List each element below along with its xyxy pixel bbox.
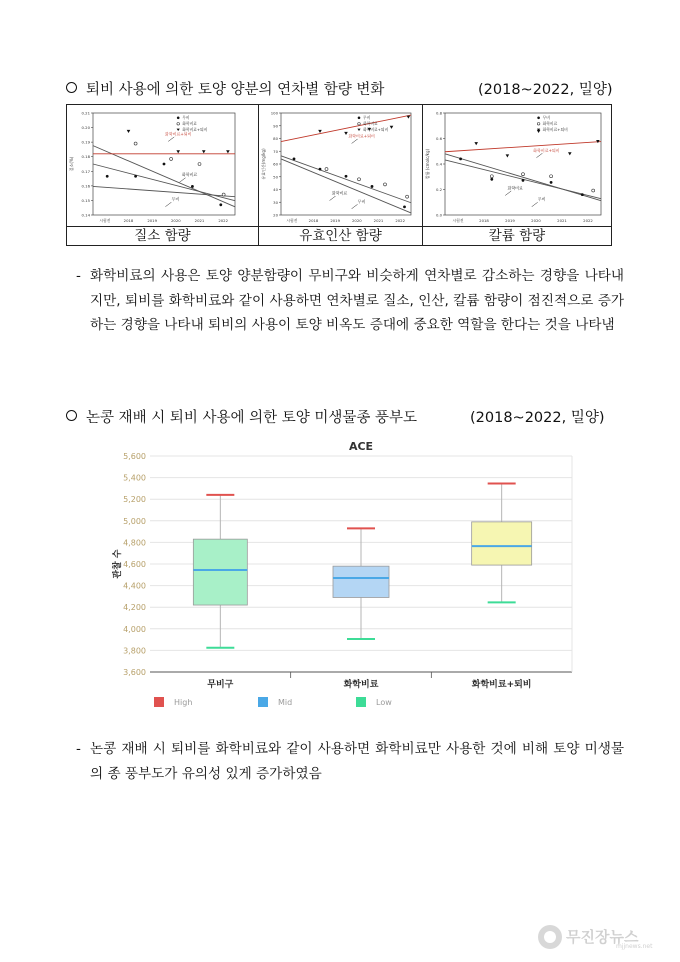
- annotation-label: 화학비료: [331, 190, 348, 196]
- y-tick-label: 5,200: [123, 495, 146, 505]
- data-point-none: [163, 163, 166, 166]
- x-category-label: 무비구: [207, 680, 234, 690]
- legend-label: 무비: [542, 115, 550, 120]
- watermark-logo-icon: [538, 925, 562, 949]
- data-point-chemical: [134, 142, 137, 145]
- data-point-compost: [176, 150, 180, 153]
- legend-mid-label: Mid: [278, 698, 293, 707]
- data-point-compost: [127, 130, 131, 133]
- y-tick-label: 70: [273, 148, 278, 154]
- y-tick-label: 0.17: [81, 168, 90, 174]
- data-point-none: [134, 175, 137, 178]
- phosphate-chart: [259, 105, 422, 225]
- data-point-compost: [407, 116, 411, 119]
- data-point-chemical: [198, 163, 201, 166]
- x-tick-label: 2018: [308, 218, 319, 223]
- y-axis-label: 관찰 수: [113, 549, 123, 579]
- data-point-chemical: [358, 178, 361, 181]
- nitrogen-panel: [67, 105, 259, 245]
- legend-label: 화학비료: [182, 121, 197, 126]
- data-point-chemical: [490, 175, 493, 178]
- nutrient-figure: [66, 104, 612, 246]
- paragraph1-text: 화학비료의 사용은 토양 양분함량이 무비구와 비슷하게 연차별로 감소하는 경향을 나타내지만, 퇴비를 화학비료와 같이 사용하면 연차별로 질소, 인산, 칼륨 함량이 점진적으로 증가하는 경향을 나타내 퇴비의 사용이 토양 비옥도 증대에 중요한 역할을 한다는 것을 나타냄: [90, 268, 624, 333]
- legend-marker: [537, 123, 540, 126]
- data-point-chemical: [325, 168, 328, 171]
- phosphate-panel: [259, 105, 423, 245]
- legend-mid: [258, 697, 292, 707]
- x-tick-label: 2021: [557, 218, 567, 223]
- annotation-label: 화학비료: [507, 185, 523, 191]
- annotation-label: 무비: [171, 196, 180, 202]
- section2-note: (2018~2022, 밀양): [470, 410, 605, 426]
- x-tick-label: 시험전: [452, 218, 464, 223]
- trend-line: [445, 142, 601, 152]
- x-tick-label: 2022: [583, 218, 593, 223]
- data-point-none: [403, 205, 406, 208]
- y-tick-label: 0.4: [435, 161, 442, 167]
- annotation-label: 무비: [537, 196, 546, 202]
- phosphate-caption: 유효인산 함량: [259, 226, 422, 246]
- y-tick-label: 90: [273, 123, 278, 129]
- data-point-chemical: [550, 175, 553, 178]
- legend-marker: [357, 129, 360, 131]
- data-point-compost: [474, 142, 478, 145]
- data-point-compost: [344, 132, 348, 135]
- x-tick-label: 2021: [373, 218, 384, 223]
- legend-label: 무비: [182, 115, 190, 120]
- chart-title: ACE: [348, 440, 374, 453]
- data-point-none: [293, 158, 296, 161]
- y-tick-label: 30: [273, 199, 278, 205]
- annotation-label: 화학비료+퇴비: [348, 133, 375, 139]
- y-tick-label: 0.19: [81, 139, 90, 145]
- paragraph2: [76, 737, 624, 786]
- annotation-label: 화학비료: [181, 172, 198, 178]
- dash-bullet: -: [76, 268, 81, 284]
- legend-label: 화학비료+퇴비: [363, 127, 389, 132]
- potassium-caption: 칼륨 함량: [423, 226, 611, 246]
- y-tick-label: 5,400: [123, 473, 146, 483]
- circle-bullet-icon: [66, 82, 77, 93]
- trend-line: [281, 156, 411, 203]
- y-tick-label: 0.15: [81, 197, 90, 203]
- legend-mid-swatch: [258, 697, 268, 707]
- y-tick-label: 5,600: [123, 452, 146, 461]
- y-tick-label: 0.0: [435, 212, 442, 218]
- legend-high: [154, 697, 192, 707]
- trend-line: [93, 146, 235, 207]
- data-point-none: [345, 175, 348, 178]
- legend-label: 무비: [363, 115, 371, 120]
- section1-title-text: 퇴비 사용에 의한 토양 양분의 연차별 함량 변화: [86, 82, 385, 98]
- legend-low-swatch: [356, 697, 366, 707]
- dash-bullet: -: [76, 741, 81, 757]
- ace-boxplot: [112, 438, 582, 694]
- annotation-label: 무비: [357, 198, 366, 204]
- circle-bullet-icon: [66, 410, 77, 421]
- data-point-compost: [390, 126, 394, 129]
- y-tick-label: 100: [270, 110, 278, 116]
- legend-high-swatch: [154, 697, 164, 707]
- data-point-none: [490, 178, 493, 181]
- legend-low-label: Low: [376, 698, 392, 707]
- legend-label: 화학비료+퇴비: [542, 127, 568, 132]
- y-tick-label: 40: [273, 187, 278, 192]
- y-tick-label: 0.8: [435, 110, 442, 116]
- annotation-arrow: [180, 178, 186, 183]
- x-tick-label: 2019: [505, 218, 515, 223]
- annotation-label: 화학비료+퇴비: [164, 131, 192, 137]
- y-axis-label: 질소(%): [69, 156, 74, 172]
- data-point-none: [522, 179, 525, 182]
- y-tick-label: 50: [273, 174, 278, 180]
- y-tick-label: 4,000: [123, 624, 146, 634]
- potassium-panel: [423, 105, 611, 245]
- y-tick-label: 0.16: [81, 183, 90, 189]
- data-point-none: [191, 185, 194, 188]
- y-tick-label: 80: [273, 136, 278, 141]
- legend-marker: [537, 117, 540, 120]
- data-point-none: [319, 168, 322, 171]
- data-point-chemical: [592, 189, 595, 192]
- y-tick-label: 0.14: [81, 212, 90, 218]
- x-tick-label: 2019: [330, 218, 341, 223]
- legend-marker: [358, 123, 361, 126]
- section2-title: [66, 406, 605, 427]
- data-point-chemical: [222, 193, 225, 196]
- data-point-none: [219, 203, 222, 206]
- x-tick-label: 2021: [194, 218, 205, 223]
- legend-marker: [177, 117, 180, 120]
- x-tick-label: 시험전: [286, 218, 298, 223]
- y-tick-label: 3,600: [123, 668, 146, 677]
- data-point-compost: [506, 154, 510, 157]
- data-point-compost: [318, 130, 322, 133]
- legend-label: 화학비료+퇴비: [182, 127, 208, 132]
- legend-marker: [177, 123, 180, 126]
- box-iqr: [193, 539, 247, 605]
- annotation-arrow: [168, 137, 174, 142]
- y-tick-label: 60: [273, 161, 278, 167]
- annotation-arrow: [352, 204, 358, 209]
- x-tick-label: 2018: [479, 218, 489, 223]
- data-point-chemical: [406, 195, 409, 198]
- annotation-label: 화학비료+퇴비: [533, 147, 560, 153]
- x-tick-label: 2022: [218, 218, 229, 223]
- y-tick-label: 0.2: [435, 187, 442, 192]
- y-tick-label: 4,800: [123, 538, 146, 548]
- data-point-compost: [568, 152, 572, 155]
- legend-low: [356, 697, 392, 707]
- trend-line: [445, 154, 601, 201]
- data-point-chemical: [522, 173, 525, 176]
- data-point-chemical: [384, 183, 387, 186]
- watermark: [538, 922, 668, 952]
- data-point-none: [371, 185, 374, 188]
- data-point-none: [106, 175, 109, 178]
- annotation-arrow: [536, 153, 542, 158]
- watermark-text: 무진장뉴스: [566, 928, 639, 946]
- x-tick-label: 시험전: [99, 218, 111, 223]
- x-tick-label: 2022: [395, 218, 406, 223]
- y-tick-label: 0.6: [435, 136, 442, 141]
- potassium-chart: [423, 105, 611, 225]
- nitrogen-chart: [67, 105, 258, 225]
- section2-title-text: 논콩 재배 시 퇴비 사용에 의한 토양 미생물종 풍부도: [86, 410, 418, 426]
- x-tick-label: 2020: [170, 218, 181, 223]
- section1-note: (2018~2022, 밀양): [478, 82, 613, 98]
- data-point-none: [459, 158, 462, 161]
- plot-frame: [445, 113, 601, 215]
- section1-title: [66, 78, 613, 99]
- y-tick-label: 4,400: [123, 581, 146, 591]
- data-point-chemical: [170, 157, 173, 160]
- nitrogen-caption: 질소 함량: [67, 226, 258, 246]
- data-point-compost: [202, 150, 206, 153]
- legend-high-label: High: [174, 698, 193, 707]
- annotation-arrow: [532, 202, 538, 207]
- y-tick-label: 5,000: [123, 516, 146, 526]
- box-iqr: [472, 522, 532, 565]
- y-tick-label: 0.21: [81, 110, 90, 116]
- trend-line: [281, 159, 411, 213]
- y-axis-label: 칼륨 (cmolc/kg): [425, 148, 430, 180]
- legend-marker: [358, 117, 361, 120]
- data-point-none: [581, 193, 584, 196]
- annotation-arrow: [165, 202, 171, 207]
- watermark-sub: mjjnews.net: [616, 943, 653, 950]
- paragraph1: [76, 264, 624, 338]
- y-tick-label: 3,800: [123, 646, 146, 656]
- y-tick-label: 0.20: [81, 125, 90, 131]
- x-tick-label: 2020: [531, 218, 541, 223]
- y-tick-label: 4,600: [123, 560, 146, 569]
- y-tick-label: 20: [273, 212, 278, 218]
- annotation-arrow: [330, 196, 336, 201]
- y-tick-label: 4,200: [123, 603, 146, 613]
- paragraph2-text: 논콩 재배 시 퇴비를 화학비료와 같이 사용하면 화학비료만 사용한 것에 비해 토양 미생물의 종 풍부도가 유의성 있게 증가하였음: [90, 741, 624, 782]
- x-category-label: 화학비료+퇴비: [471, 680, 532, 690]
- x-category-label: 화학비료: [343, 680, 379, 690]
- annotation-arrow: [352, 139, 358, 144]
- y-tick-label: 0.18: [81, 154, 90, 160]
- annotation-arrow: [505, 191, 511, 196]
- y-axis-label: 유효인산(mg/kg): [261, 148, 266, 180]
- data-point-compost: [226, 150, 230, 153]
- x-tick-label: 2019: [147, 218, 158, 223]
- x-tick-label: 2018: [123, 218, 134, 223]
- x-tick-label: 2020: [351, 218, 362, 223]
- legend-label: 화학비료: [542, 121, 558, 126]
- trend-line: [93, 164, 235, 201]
- box-iqr: [333, 566, 389, 597]
- data-point-none: [550, 181, 553, 184]
- legend-label: 화학비료: [363, 121, 378, 126]
